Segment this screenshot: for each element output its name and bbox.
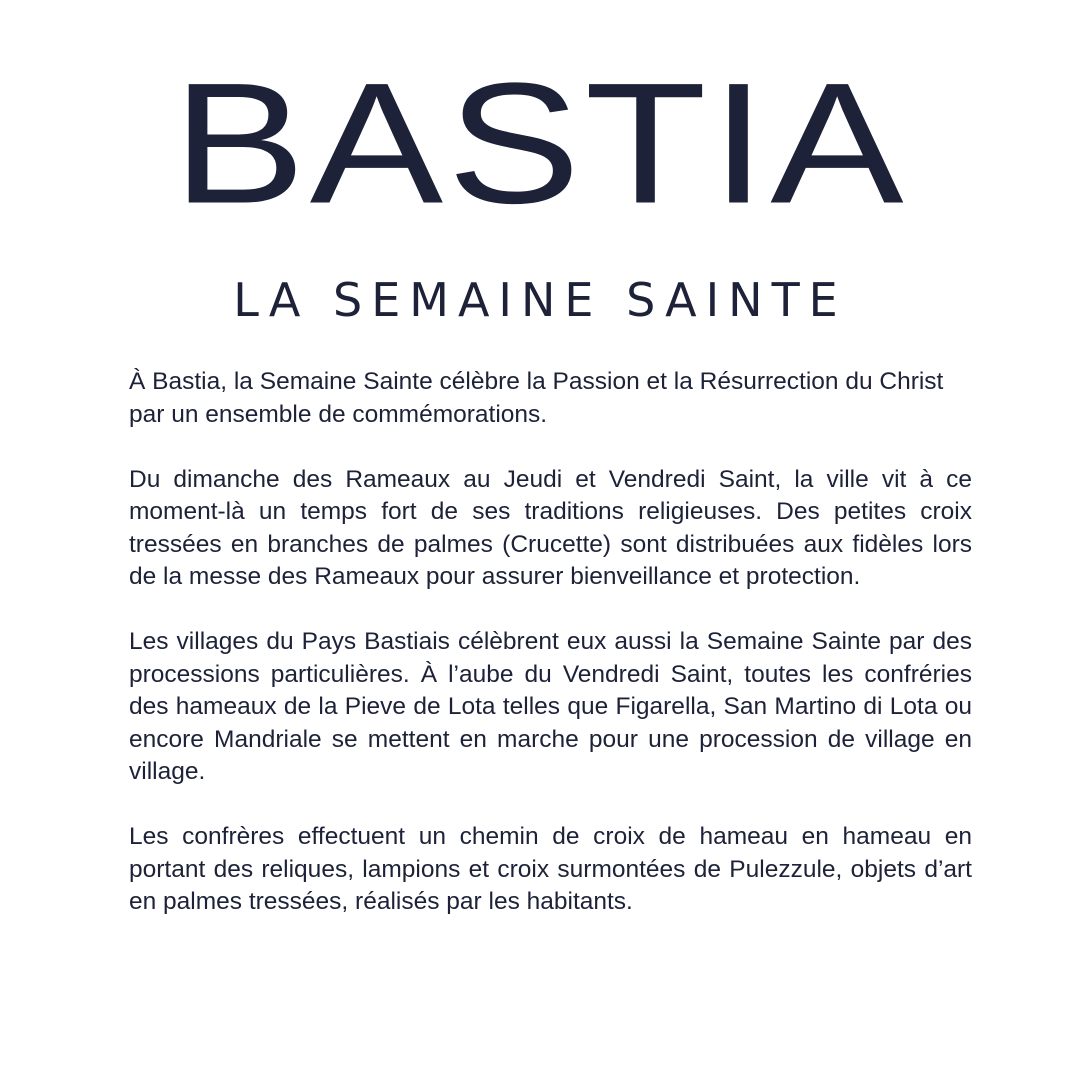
- paragraph-intro: À Bastia, la Semaine Sainte célèbre la Passion et la Résurrection du Christ par un ensemble de commémorations.: [129, 368, 944, 428]
- body-text: [129, 366, 972, 951]
- paragraph-rameaux: Du dimanche des Rameaux au Jeudi et Vendredi Saint, la ville vit à ce moment-là un temps fort de ses traditions religieuses. Des petites croix tressées en branches de palmes (Crucette) sont distribuées aux fidèles lors de la messe des Rameaux pour assurer bienveillance et protection.: [129, 465, 972, 590]
- paragraph-villages: Les villages du Pays Bastiais célèbrent eux aussi la Semaine Sainte par des processions particulières. À l’aube du Vendredi Saint, toutes les confréries des hameaux de la Pieve de Lota telles que Figarella, San Martino di Lota ou encore Mandriale se mettent en marche pour une procession de village en village.: [129, 628, 972, 785]
- page-subtitle: LA SEMAINE SAINTE: [233, 273, 847, 327]
- paragraph-confreres: Les confrères effectuent un chemin de croix de hameau en hameau en portant des reliques, lampions et croix surmontées de Pulezzule, objets d’art en palmes tressées, réalisés par les habitants.: [129, 823, 972, 915]
- page-title: BASTIA: [172, 47, 908, 240]
